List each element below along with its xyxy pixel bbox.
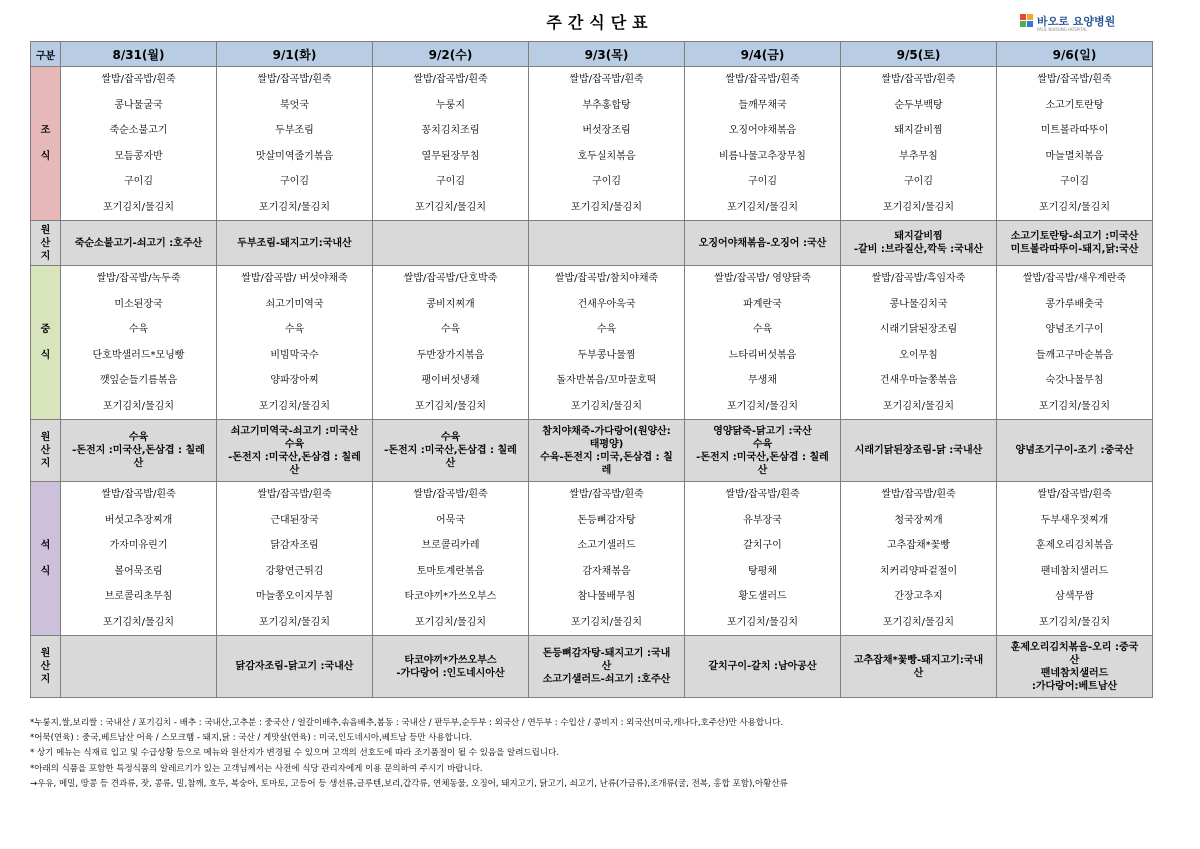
menu-item: 수육 <box>284 324 305 335</box>
origin-line: -가다랑어 :인도네시아산 <box>396 667 505 679</box>
gubun-header: 구분 <box>31 42 61 67</box>
menu-item: 포기김치/물김치 <box>571 201 642 213</box>
origin-line: 돈등뼈감자탕-돼지고기 :국내 <box>542 648 671 659</box>
origin-line: 미트볼라따뚜이-돼지,닭:국산 <box>1010 244 1139 255</box>
meal-label-char: 식 <box>40 349 51 361</box>
origin-cell <box>217 420 373 482</box>
logo-subtext: PAUL NURSING HOSPITAL <box>1037 27 1088 32</box>
lunch-label <box>31 266 61 420</box>
menu-item: 구이김 <box>124 176 153 187</box>
origin-cell <box>217 636 373 698</box>
menu-item: 오이무침 <box>899 349 938 361</box>
menu-item: 훈제오리김치볶음 <box>1035 540 1114 551</box>
breakfast-menu-cell <box>217 67 373 221</box>
origin-label-char: 지 <box>40 458 51 469</box>
menu-item: 건새우아욱국 <box>577 298 636 310</box>
menu-item: 쌀밥/잡곡밥/흰죽 <box>413 74 488 85</box>
origin-line: 오징어야채볶음-오징어 :국산 <box>698 237 827 249</box>
notes-section <box>30 716 1170 792</box>
origin-line: 쇠고기미역국-쇠고기 :미국산 <box>230 425 359 437</box>
origin-line: 돼지갈비찜 <box>894 231 943 242</box>
origin-cell <box>841 636 997 698</box>
menu-item: 쌀밥/잡곡밥/참치야채죽 <box>554 273 659 284</box>
origin-label-char: 원 <box>40 432 51 443</box>
origin-line: 산 <box>913 667 924 679</box>
origin-line: 레 <box>601 464 612 476</box>
lunch-origin-row <box>31 420 1153 482</box>
menu-item: 포기김치/물김치 <box>571 400 642 412</box>
menu-item: 비빔막국수 <box>270 349 319 361</box>
menu-item: 타코야끼*가쓰오부스 <box>404 591 497 602</box>
menu-item: 양념조기구이 <box>1045 324 1104 335</box>
menu-item: 쌀밥/잡곡밥/흰죽 <box>257 489 332 500</box>
menu-item: 양파장아찌 <box>270 375 319 386</box>
menu-item: 탕평채 <box>748 565 777 577</box>
menu-item: 쌀밥/잡곡밥/흰죽 <box>101 74 176 85</box>
origin-cell <box>529 221 685 266</box>
menu-item: 포기김치/물김치 <box>415 201 486 213</box>
menu-item: 두반장가지볶음 <box>416 349 485 361</box>
dinner-menu-cell <box>841 482 997 636</box>
meal-label-char: 식 <box>40 150 51 162</box>
menu-item: 들깨고구마순볶음 <box>1035 349 1114 361</box>
menu-item: 포기김치/물김치 <box>259 616 330 628</box>
origin-label <box>31 420 61 482</box>
weekly-menu-table <box>30 41 1153 698</box>
origin-cell <box>841 221 997 266</box>
origin-line: 산 <box>289 464 300 476</box>
dinner-row <box>31 482 1153 636</box>
menu-item: 포기김치/물김치 <box>883 400 954 412</box>
menu-item: 누룽지 <box>436 99 465 111</box>
menu-item: 포기김치/물김치 <box>103 400 174 412</box>
menu-item: 포기김치/물김치 <box>415 400 486 412</box>
menu-item: 두부조림 <box>275 125 314 136</box>
menu-item: 순두부백탕 <box>894 99 943 111</box>
menu-item: 감자채볶음 <box>582 565 631 577</box>
breakfast-menu-cell <box>373 67 529 221</box>
origin-cell <box>685 636 841 698</box>
origin-label-char: 산 <box>40 445 51 456</box>
day-header: 9/4(금) <box>685 42 841 67</box>
menu-item: 두부새우젓찌개 <box>1040 514 1109 526</box>
menu-item: 두부콩나물찜 <box>577 349 636 361</box>
menu-item: 무생채 <box>748 375 777 386</box>
menu-item: 포기김치/물김치 <box>727 201 798 213</box>
menu-item: 삼색무쌈 <box>1055 591 1094 602</box>
origin-cell <box>997 636 1153 698</box>
origin-line: 소고기토란탕-쇠고기 :미국산 <box>1010 231 1139 242</box>
menu-item: 북엇국 <box>280 99 309 111</box>
dinner-menu-cell <box>997 482 1153 636</box>
logo-mark-icon <box>1020 14 1034 28</box>
origin-line: -돈전지 :미국산,돈삼겹 : 칠레 <box>696 451 829 463</box>
origin-label-char: 지 <box>40 674 51 685</box>
origin-line: 소고기샐러드-쇠고기 :호주산 <box>542 674 671 685</box>
lunch-menu-cell <box>841 266 997 420</box>
menu-item: 근대된장국 <box>270 514 319 526</box>
menu-item: 치커리양파겉절이 <box>879 565 958 577</box>
origin-cell <box>373 420 529 482</box>
origin-line: 산 <box>133 458 144 469</box>
menu-item: 오징어야채볶음 <box>728 125 797 136</box>
meal-label-char: 석 <box>40 539 51 551</box>
menu-item: 포기김치/물김치 <box>103 616 174 628</box>
menu-item: 소고기토란탕 <box>1045 99 1104 111</box>
dinner-label <box>31 482 61 636</box>
menu-item: 미트볼라따뚜이 <box>1040 125 1109 136</box>
origin-line: 수육-돈전지 :미국,돈삼겹 : 칠 <box>540 451 673 463</box>
menu-item: 토마토계란볶음 <box>416 565 485 577</box>
menu-item: 쌀밥/잡곡밥/녹두죽 <box>96 273 181 284</box>
menu-item: 구이김 <box>904 176 933 187</box>
origin-cell <box>685 221 841 266</box>
menu-item: 모듬콩자반 <box>114 150 163 162</box>
menu-item: 쌀밥/잡곡밥/흰죽 <box>1037 489 1112 500</box>
menu-item: 콩나물김치국 <box>889 298 948 310</box>
menu-item: 참나물배무침 <box>577 591 636 602</box>
origin-line: 죽순소불고기-쇠고기 :호주산 <box>74 237 203 249</box>
menu-item: 유부장국 <box>743 514 782 526</box>
header-row <box>31 42 1153 67</box>
origin-line: 양념조기구이-조기 :중국산 <box>1015 445 1134 456</box>
menu-item: 포기김치/물김치 <box>1039 616 1110 628</box>
dinner-menu-cell <box>373 482 529 636</box>
menu-item: 가자미유린기 <box>109 540 168 551</box>
menu-item: 브로콜리카레 <box>421 540 480 551</box>
day-header: 9/1(화) <box>217 42 373 67</box>
menu-item: 쌀밥/잡곡밥/흑임자죽 <box>871 273 966 284</box>
menu-item: 호두실치볶음 <box>577 150 636 162</box>
lunch-menu-cell <box>529 266 685 420</box>
origin-line: -돈전지 :미국산,돈삼겹 : 칠레 <box>228 451 361 463</box>
menu-item: 쌀밥/잡곡밥/흰죽 <box>881 74 956 85</box>
menu-item: 포기김치/물김치 <box>1039 201 1110 213</box>
meal-label-char: 식 <box>40 565 51 577</box>
menu-item: 돌자반볶음/꼬마꿀호떡 <box>556 375 657 386</box>
menu-item: 팬네참치샐러드 <box>1040 565 1109 577</box>
menu-item: 콩비지찌개 <box>426 298 475 310</box>
menu-item: 죽순소불고기 <box>109 125 168 136</box>
menu-item: 돈등뼈감자탕 <box>577 514 636 526</box>
menu-item: 수육 <box>128 324 149 335</box>
dinner-origin-row <box>31 636 1153 698</box>
origin-cell <box>529 636 685 698</box>
breakfast-menu-cell <box>997 67 1153 221</box>
origin-label-char: 산 <box>40 661 51 672</box>
menu-item: 쌀밥/잡곡밥/단호박죽 <box>403 273 498 284</box>
origin-line: 시래기닭된장조림-닭 :국내산 <box>854 445 983 456</box>
menu-item: 쌀밥/잡곡밥/흰죽 <box>1037 74 1112 85</box>
origin-cell <box>61 221 217 266</box>
day-header: 8/31(월) <box>61 42 217 67</box>
menu-item: 쌀밥/잡곡밥/흰죽 <box>101 489 176 500</box>
menu-item: 구이김 <box>592 176 621 187</box>
lunch-menu-cell <box>373 266 529 420</box>
breakfast-menu-cell <box>61 67 217 221</box>
menu-item: 볼어묵조림 <box>114 565 163 577</box>
breakfast-row <box>31 67 1153 221</box>
menu-item: 포기김치/물김치 <box>883 201 954 213</box>
origin-line: 태평양) <box>589 438 624 450</box>
menu-item: 포기김치/물김치 <box>415 616 486 628</box>
menu-item: 고추잡채*꽃빵 <box>887 540 950 551</box>
origin-line: 산 <box>601 661 612 672</box>
meal-label-char: 중 <box>40 323 51 335</box>
menu-item: 쌀밥/잡곡밥/흰죽 <box>569 74 644 85</box>
origin-line: 팬네참치샐러드 <box>1040 667 1109 679</box>
origin-line: 닭감자조림-닭고기 :국내산 <box>235 661 354 672</box>
origin-line: 수육 <box>440 432 461 443</box>
origin-cell <box>997 420 1153 482</box>
menu-item: 마늘쫑오이지무침 <box>255 591 334 602</box>
menu-item: 갈치구이 <box>743 540 782 551</box>
menu-item: 구이김 <box>1060 176 1089 187</box>
day-header: 9/6(일) <box>997 42 1153 67</box>
origin-line: -갈비 :브라질산,깍둑 :국내산 <box>853 244 984 255</box>
menu-item: 부추홍합탕 <box>582 99 631 111</box>
origin-line: 영양닭죽-닭고기 :국산 <box>713 425 812 437</box>
origin-line: 두부조림-돼지고기:국내산 <box>237 237 352 249</box>
menu-item: 포기김치/물김치 <box>259 400 330 412</box>
origin-cell <box>685 420 841 482</box>
menu-item: 어묵국 <box>436 514 465 526</box>
menu-item: 쌀밥/잡곡밥/ 영양닭죽 <box>714 273 811 284</box>
lunch-menu-cell <box>217 266 373 420</box>
breakfast-menu-cell <box>685 67 841 221</box>
dinner-menu-cell <box>61 482 217 636</box>
menu-item: 쌀밥/잡곡밥/흰죽 <box>725 74 800 85</box>
origin-line: 훈제오리김치볶음-오리 :중국 <box>1010 641 1139 653</box>
origin-cell <box>997 221 1153 266</box>
menu-item: 포기김치/물김치 <box>571 616 642 628</box>
origin-line: 산 <box>1069 654 1080 666</box>
menu-item: 맛살미역줄기볶음 <box>255 150 334 162</box>
note-line: →우유, 메밀, 땅콩 등 견과류, 잣, 콩류, 밀,참깨, 호두, 복숭아, 토마토, 고등어 등 생선류,글루텐,보리,갑각류, 연체동물, 오징어, 돼지고기, 닭고기, 쇠고기, 난류(가금류),조개류(굴, 전복, 홍합 포함),아황산류 <box>30 778 788 789</box>
menu-item: 포기김치/물김치 <box>1039 400 1110 412</box>
origin-line: -돈전지 :미국산,돈삼겹 : 칠레 <box>384 445 517 456</box>
menu-item: 포기김치/물김치 <box>103 201 174 213</box>
menu-item: 포기김치/물김치 <box>259 201 330 213</box>
origin-line: -돈전지 :미국산,돈삼겹 : 칠레 <box>72 445 205 456</box>
menu-item: 콩나물굴국 <box>114 99 163 111</box>
origin-line: 수육 <box>128 432 149 443</box>
menu-item: 청국장찌개 <box>894 514 943 526</box>
origin-cell <box>61 636 217 698</box>
day-header: 9/3(목) <box>529 42 685 67</box>
note-line: *아래의 식품을 포함한 특정식품의 알레르기가 있는 고객님께서는 사전에 식당 관리자에게 이용 문의하여 주시기 바랍니다. <box>30 763 483 774</box>
menu-item: 시래기닭된장조림 <box>879 324 958 335</box>
menu-item: 버섯장조림 <box>582 125 631 136</box>
lunch-row <box>31 266 1153 420</box>
menu-item: 숙갓나물무침 <box>1045 375 1104 386</box>
menu-item: 브로콜리초무침 <box>104 591 173 602</box>
menu-item: 강황연근튀김 <box>265 565 324 577</box>
breakfast-label <box>31 67 61 221</box>
origin-line: 고추잡채*꽃빵-돼지고기:국내 <box>853 654 984 666</box>
menu-item: 쌀밥/잡곡밥/새우계란죽 <box>1022 273 1127 284</box>
menu-item: 꽁치김치조림 <box>421 125 480 136</box>
origin-line: :가다랑어:베트남산 <box>1031 680 1118 692</box>
menu-item: 간장고추지 <box>894 591 943 602</box>
breakfast-menu-cell <box>529 67 685 221</box>
origin-line: 타코야끼*가쓰오부스 <box>404 654 497 666</box>
menu-item: 부추무침 <box>899 150 938 162</box>
menu-item: 수육 <box>440 324 461 335</box>
menu-item: 파계란국 <box>743 298 782 310</box>
menu-item: 마늘멸치볶음 <box>1045 150 1104 162</box>
origin-cell <box>841 420 997 482</box>
origin-cell <box>217 221 373 266</box>
menu-item: 버섯고추장찌개 <box>104 514 173 526</box>
day-header: 9/2(수) <box>373 42 529 67</box>
dinner-menu-cell <box>685 482 841 636</box>
menu-item: 쌀밥/잡곡밥/흰죽 <box>257 74 332 85</box>
menu-item: 소고기샐러드 <box>577 540 636 551</box>
menu-item: 수육 <box>596 324 617 335</box>
menu-item: 쇠고기미역국 <box>265 298 324 310</box>
breakfast-origin-row <box>31 221 1153 266</box>
origin-cell <box>373 221 529 266</box>
menu-item: 열무된장무침 <box>421 150 480 162</box>
menu-item: 콩가루배춧국 <box>1045 298 1104 310</box>
meal-label-char: 조 <box>40 124 51 136</box>
menu-item: 팽이버섯냉채 <box>421 375 480 386</box>
menu-item: 포기김치/물김치 <box>727 400 798 412</box>
menu-item: 느타리버섯볶음 <box>728 349 797 361</box>
menu-item: 구이김 <box>280 176 309 187</box>
lunch-menu-cell <box>685 266 841 420</box>
origin-line: 참치야채죽-가다랑어(원양산: <box>542 425 671 437</box>
logo-text: 바오로 요양병원 <box>1037 15 1116 28</box>
origin-line: 산 <box>757 464 768 476</box>
page-title: 주간식단표 <box>546 13 654 32</box>
origin-cell <box>61 420 217 482</box>
origin-cell <box>373 636 529 698</box>
origin-label-char: 지 <box>40 250 51 262</box>
menu-item: 포기김치/물김치 <box>727 616 798 628</box>
menu-item: 비름나물고추장무침 <box>719 150 806 162</box>
menu-item: 쌀밥/잡곡밥/흰죽 <box>881 489 956 500</box>
menu-item: 돼지갈비찜 <box>894 125 943 136</box>
note-line: *어묵(연육) : 중국,베트남산 어육 / 스모크햄 - 돼지,닭 : 국산 / 게맛살(연육) : 미국,인도네시아,베트남 등만 사용합니다. <box>30 733 473 744</box>
menu-item: 구이김 <box>436 176 465 187</box>
menu-item: 황도샐러드 <box>738 591 787 602</box>
menu-item: 쌀밥/잡곡밥/ 버섯야채죽 <box>241 273 348 284</box>
menu-item: 쌀밥/잡곡밥/흰죽 <box>569 489 644 500</box>
lunch-menu-cell <box>997 266 1153 420</box>
menu-item: 닭감자조림 <box>270 540 319 551</box>
menu-item: 건새우마늘쫑볶음 <box>879 375 958 386</box>
origin-label <box>31 221 61 266</box>
menu-item: 쌀밥/잡곡밥/흰죽 <box>413 489 488 500</box>
dinner-menu-cell <box>529 482 685 636</box>
origin-label-char: 산 <box>40 237 51 249</box>
origin-line: 수육 <box>284 438 305 450</box>
menu-item: 깻잎순들기름볶음 <box>99 375 178 386</box>
menu-item: 포기김치/물김치 <box>883 616 954 628</box>
lunch-menu-cell <box>61 266 217 420</box>
origin-line: 갈치구이-갈치 :남아공산 <box>708 661 817 672</box>
breakfast-menu-cell <box>841 67 997 221</box>
note-line: * 상기 메뉴는 식재료 입고 및 수급상황 등으로 메뉴와 원산지가 변경될 수 있으며 고객의 선호도에 따라 조기품절이 될 수 있음을 알려드립니다. <box>30 748 560 759</box>
origin-line: 수육 <box>752 438 773 450</box>
menu-item: 쌀밥/잡곡밥/흰죽 <box>725 489 800 500</box>
menu-item: 들깨무채국 <box>738 99 787 111</box>
note-line: *누룽지,쌀,보리쌀 : 국내산 / 포기김치 - 배추 : 국내산,고추분 : 중국산 / 얼갈이배추,솎음배추,봄동 : 국내산 / 판두부,순두부 : 외국산 / 연두부 : 수입산 / 콩비지 : 외국산(미국,캐나다,호주산)만 사용합니다. <box>30 718 784 728</box>
menu-item: 수육 <box>752 324 773 335</box>
menu-item: 단호박샐러드*모닝빵 <box>92 349 185 361</box>
menu-item: 미소된장국 <box>114 298 163 310</box>
origin-label <box>31 636 61 698</box>
origin-label-char: 원 <box>40 224 51 236</box>
origin-label-char: 원 <box>40 648 51 659</box>
origin-cell <box>529 420 685 482</box>
dinner-menu-cell <box>217 482 373 636</box>
menu-item: 구이김 <box>748 176 777 187</box>
origin-line: 산 <box>445 458 456 469</box>
day-header: 9/5(토) <box>841 42 997 67</box>
